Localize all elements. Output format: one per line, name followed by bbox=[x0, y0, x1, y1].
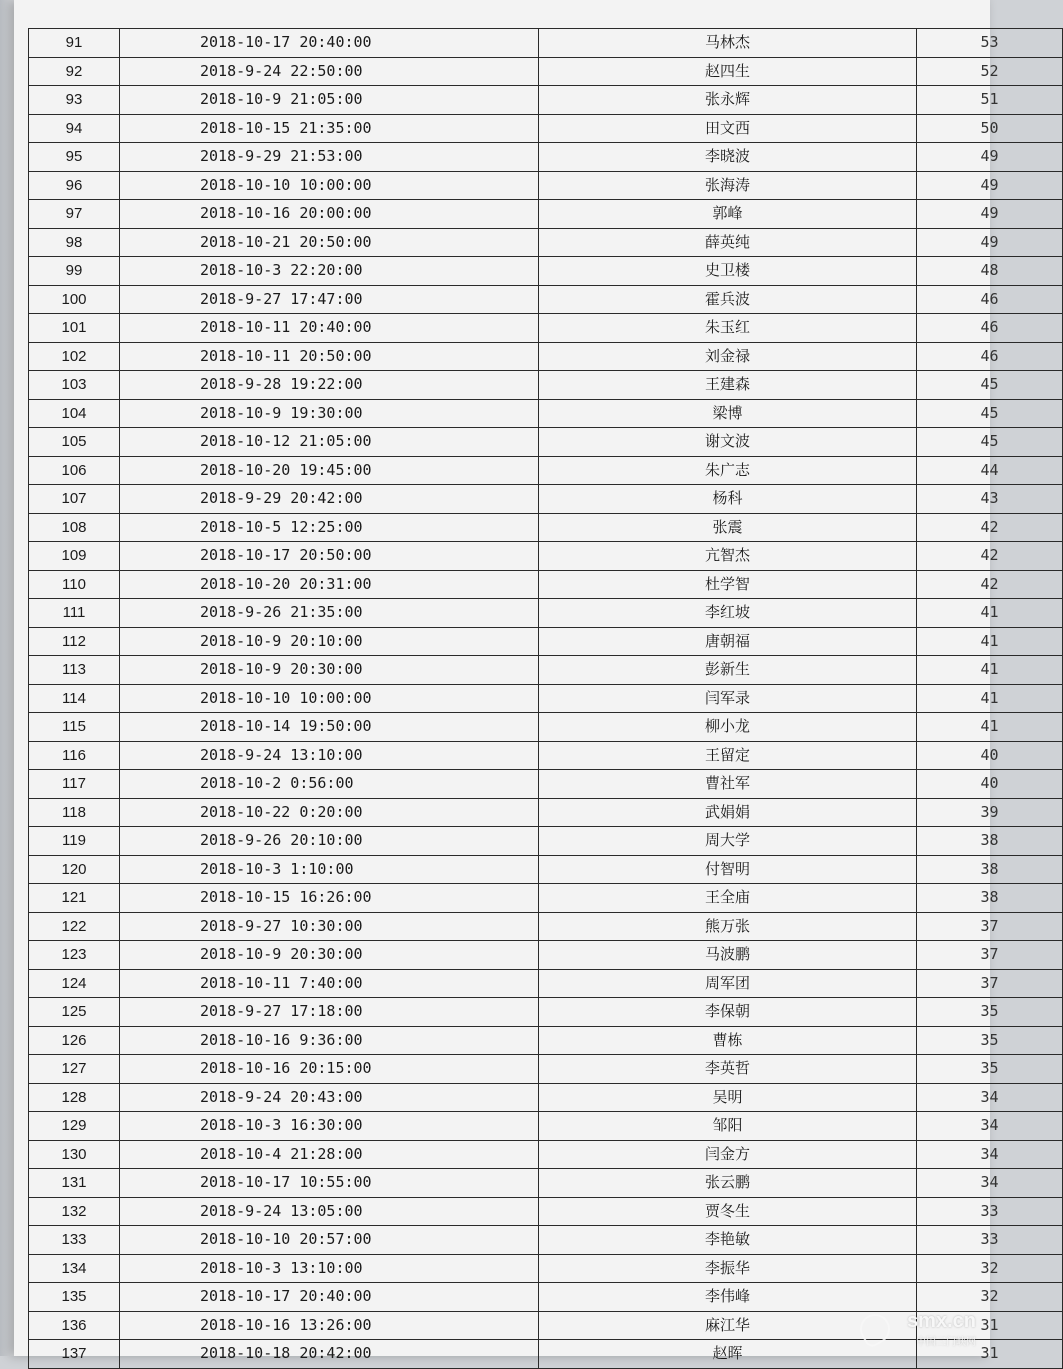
row-number: 105 bbox=[29, 428, 120, 457]
row-number: 120 bbox=[29, 855, 120, 884]
row-name: 亢智杰 bbox=[539, 542, 917, 571]
row-name: 武娟娟 bbox=[539, 798, 917, 827]
row-score: 40 bbox=[917, 741, 1063, 770]
row-score: 46 bbox=[917, 314, 1063, 343]
row-score: 31 bbox=[917, 1311, 1063, 1340]
row-score: 49 bbox=[917, 171, 1063, 200]
row-name: 李晓波 bbox=[539, 143, 917, 172]
row-datetime: 2018-10-16 20:15:00 bbox=[120, 1055, 539, 1084]
row-datetime: 2018-10-3 1:10:00 bbox=[120, 855, 539, 884]
row-datetime: 2018-10-20 20:31:00 bbox=[120, 570, 539, 599]
row-datetime: 2018-9-26 21:35:00 bbox=[120, 599, 539, 628]
row-datetime: 2018-10-14 19:50:00 bbox=[120, 713, 539, 742]
row-number: 104 bbox=[29, 399, 120, 428]
row-datetime: 2018-9-24 22:50:00 bbox=[120, 57, 539, 86]
row-score: 38 bbox=[917, 855, 1063, 884]
row-number: 128 bbox=[29, 1083, 120, 1112]
row-datetime: 2018-10-11 20:40:00 bbox=[120, 314, 539, 343]
row-score: 37 bbox=[917, 941, 1063, 970]
table-row bbox=[29, 570, 1063, 599]
row-score: 48 bbox=[917, 257, 1063, 286]
table-row bbox=[29, 941, 1063, 970]
row-name: 刘金禄 bbox=[539, 342, 917, 371]
row-datetime: 2018-10-9 20:30:00 bbox=[120, 941, 539, 970]
row-datetime: 2018-10-17 20:40:00 bbox=[120, 29, 539, 58]
row-score: 37 bbox=[917, 969, 1063, 998]
row-name: 付智明 bbox=[539, 855, 917, 884]
row-number: 127 bbox=[29, 1055, 120, 1084]
row-number: 114 bbox=[29, 684, 120, 713]
table-row bbox=[29, 1254, 1063, 1283]
row-datetime: 2018-9-24 20:43:00 bbox=[120, 1083, 539, 1112]
table-row bbox=[29, 57, 1063, 86]
row-number: 116 bbox=[29, 741, 120, 770]
row-datetime: 2018-10-3 22:20:00 bbox=[120, 257, 539, 286]
row-number: 135 bbox=[29, 1283, 120, 1312]
row-name: 李英哲 bbox=[539, 1055, 917, 1084]
row-score: 50 bbox=[917, 114, 1063, 143]
row-score: 41 bbox=[917, 656, 1063, 685]
table-row bbox=[29, 171, 1063, 200]
row-score: 40 bbox=[917, 770, 1063, 799]
table-row bbox=[29, 1169, 1063, 1198]
row-score: 31 bbox=[917, 1340, 1063, 1369]
table-row bbox=[29, 1055, 1063, 1084]
row-name: 田文西 bbox=[539, 114, 917, 143]
table-row bbox=[29, 342, 1063, 371]
row-score: 38 bbox=[917, 827, 1063, 856]
row-name: 吴明 bbox=[539, 1083, 917, 1112]
row-name: 朱广志 bbox=[539, 456, 917, 485]
row-name: 贾冬生 bbox=[539, 1197, 917, 1226]
row-score: 43 bbox=[917, 485, 1063, 514]
row-number: 101 bbox=[29, 314, 120, 343]
row-datetime: 2018-10-12 21:05:00 bbox=[120, 428, 539, 457]
row-name: 张永辉 bbox=[539, 86, 917, 115]
row-name: 曹社军 bbox=[539, 770, 917, 799]
watermark-site: smx.cn bbox=[907, 1310, 976, 1332]
row-name: 赵四生 bbox=[539, 57, 917, 86]
row-name: 谢文波 bbox=[539, 428, 917, 457]
row-datetime: 2018-10-9 19:30:00 bbox=[120, 399, 539, 428]
table-row bbox=[29, 228, 1063, 257]
row-datetime: 2018-10-22 0:20:00 bbox=[120, 798, 539, 827]
row-name: 麻江华 bbox=[539, 1311, 917, 1340]
row-score: 34 bbox=[917, 1140, 1063, 1169]
row-score: 52 bbox=[917, 57, 1063, 86]
row-number: 122 bbox=[29, 912, 120, 941]
row-datetime: 2018-10-11 20:50:00 bbox=[120, 342, 539, 371]
row-datetime: 2018-9-27 10:30:00 bbox=[120, 912, 539, 941]
row-datetime: 2018-10-4 21:28:00 bbox=[120, 1140, 539, 1169]
row-name: 赵晖 bbox=[539, 1340, 917, 1369]
table-row bbox=[29, 114, 1063, 143]
table-row bbox=[29, 855, 1063, 884]
row-name: 马林杰 bbox=[539, 29, 917, 58]
table-row bbox=[29, 285, 1063, 314]
row-score: 35 bbox=[917, 1055, 1063, 1084]
row-datetime: 2018-10-17 20:50:00 bbox=[120, 542, 539, 571]
row-number: 107 bbox=[29, 485, 120, 514]
table-row bbox=[29, 656, 1063, 685]
row-score: 49 bbox=[917, 228, 1063, 257]
row-datetime: 2018-10-20 19:45:00 bbox=[120, 456, 539, 485]
table-row bbox=[29, 314, 1063, 343]
table-row bbox=[29, 684, 1063, 713]
table-row bbox=[29, 399, 1063, 428]
row-score: 42 bbox=[917, 542, 1063, 571]
row-number: 132 bbox=[29, 1197, 120, 1226]
table-row bbox=[29, 713, 1063, 742]
row-name: 张震 bbox=[539, 513, 917, 542]
table-row bbox=[29, 1283, 1063, 1312]
row-datetime: 2018-10-5 12:25:00 bbox=[120, 513, 539, 542]
row-name: 梁博 bbox=[539, 399, 917, 428]
row-datetime: 2018-9-24 13:05:00 bbox=[120, 1197, 539, 1226]
row-name: 史卫楼 bbox=[539, 257, 917, 286]
row-datetime: 2018-10-21 20:50:00 bbox=[120, 228, 539, 257]
row-score: 35 bbox=[917, 998, 1063, 1027]
row-number: 96 bbox=[29, 171, 120, 200]
table-row bbox=[29, 29, 1063, 58]
row-number: 92 bbox=[29, 57, 120, 86]
row-datetime: 2018-10-16 20:00:00 bbox=[120, 200, 539, 229]
row-name: 张云鹏 bbox=[539, 1169, 917, 1198]
row-number: 111 bbox=[29, 599, 120, 628]
row-name: 李红坡 bbox=[539, 599, 917, 628]
row-number: 125 bbox=[29, 998, 120, 1027]
row-score: 51 bbox=[917, 86, 1063, 115]
row-datetime: 2018-9-27 17:47:00 bbox=[120, 285, 539, 314]
row-datetime: 2018-10-3 16:30:00 bbox=[120, 1112, 539, 1141]
row-name: 李伟峰 bbox=[539, 1283, 917, 1312]
row-number: 110 bbox=[29, 570, 120, 599]
table-row bbox=[29, 969, 1063, 998]
row-number: 100 bbox=[29, 285, 120, 314]
row-datetime: 2018-10-9 20:30:00 bbox=[120, 656, 539, 685]
row-score: 42 bbox=[917, 513, 1063, 542]
row-name: 李保朝 bbox=[539, 998, 917, 1027]
row-datetime: 2018-10-10 10:00:00 bbox=[120, 684, 539, 713]
row-number: 118 bbox=[29, 798, 120, 827]
row-name: 郭峰 bbox=[539, 200, 917, 229]
row-name: 彭新生 bbox=[539, 656, 917, 685]
table-row bbox=[29, 143, 1063, 172]
row-score: 35 bbox=[917, 1026, 1063, 1055]
row-datetime: 2018-10-17 10:55:00 bbox=[120, 1169, 539, 1198]
row-score: 41 bbox=[917, 599, 1063, 628]
table-row bbox=[29, 1026, 1063, 1055]
row-name: 张海涛 bbox=[539, 171, 917, 200]
table-row bbox=[29, 1197, 1063, 1226]
row-name: 熊万张 bbox=[539, 912, 917, 941]
row-score: 44 bbox=[917, 456, 1063, 485]
table-row bbox=[29, 1226, 1063, 1255]
row-number: 136 bbox=[29, 1311, 120, 1340]
table-row bbox=[29, 200, 1063, 229]
row-number: 133 bbox=[29, 1226, 120, 1255]
row-number: 102 bbox=[29, 342, 120, 371]
row-score: 32 bbox=[917, 1283, 1063, 1312]
row-score: 32 bbox=[917, 1254, 1063, 1283]
row-number: 131 bbox=[29, 1169, 120, 1198]
row-name: 闫金方 bbox=[539, 1140, 917, 1169]
row-datetime: 2018-9-28 19:22:00 bbox=[120, 371, 539, 400]
table-row bbox=[29, 998, 1063, 1027]
row-name: 李振华 bbox=[539, 1254, 917, 1283]
row-name: 曹栋 bbox=[539, 1026, 917, 1055]
row-score: 37 bbox=[917, 912, 1063, 941]
table-row bbox=[29, 827, 1063, 856]
row-number: 124 bbox=[29, 969, 120, 998]
row-name: 周军团 bbox=[539, 969, 917, 998]
row-name: 李艳敏 bbox=[539, 1226, 917, 1255]
row-datetime: 2018-9-29 21:53:00 bbox=[120, 143, 539, 172]
row-datetime: 2018-10-15 16:26:00 bbox=[120, 884, 539, 913]
row-score: 45 bbox=[917, 428, 1063, 457]
row-number: 109 bbox=[29, 542, 120, 571]
row-score: 34 bbox=[917, 1083, 1063, 1112]
row-score: 41 bbox=[917, 684, 1063, 713]
table-row bbox=[29, 428, 1063, 457]
row-name: 杜学智 bbox=[539, 570, 917, 599]
row-score: 33 bbox=[917, 1197, 1063, 1226]
background-edge bbox=[0, 0, 14, 1356]
table-row bbox=[29, 770, 1063, 799]
table-row bbox=[29, 257, 1063, 286]
row-datetime: 2018-10-16 13:26:00 bbox=[120, 1311, 539, 1340]
row-name: 唐朝福 bbox=[539, 627, 917, 656]
row-number: 119 bbox=[29, 827, 120, 856]
row-datetime: 2018-9-29 20:42:00 bbox=[120, 485, 539, 514]
table-row bbox=[29, 1112, 1063, 1141]
row-score: 38 bbox=[917, 884, 1063, 913]
row-number: 91 bbox=[29, 29, 120, 58]
table-row bbox=[29, 599, 1063, 628]
row-score: 42 bbox=[917, 570, 1063, 599]
row-name: 王全庙 bbox=[539, 884, 917, 913]
table-row bbox=[29, 627, 1063, 656]
row-datetime: 2018-10-2 0:56:00 bbox=[120, 770, 539, 799]
row-score: 49 bbox=[917, 143, 1063, 172]
row-score: 41 bbox=[917, 713, 1063, 742]
row-name: 邹阳 bbox=[539, 1112, 917, 1141]
row-number: 126 bbox=[29, 1026, 120, 1055]
row-number: 112 bbox=[29, 627, 120, 656]
table-row bbox=[29, 86, 1063, 115]
row-number: 117 bbox=[29, 770, 120, 799]
row-number: 123 bbox=[29, 941, 120, 970]
table-body bbox=[29, 29, 1063, 1369]
row-datetime: 2018-10-10 10:00:00 bbox=[120, 171, 539, 200]
row-name: 杨科 bbox=[539, 485, 917, 514]
watermark bbox=[907, 1310, 976, 1348]
table-row bbox=[29, 1140, 1063, 1169]
row-score: 49 bbox=[917, 200, 1063, 229]
row-score: 45 bbox=[917, 399, 1063, 428]
row-number: 106 bbox=[29, 456, 120, 485]
row-number: 94 bbox=[29, 114, 120, 143]
row-datetime: 2018-10-10 20:57:00 bbox=[120, 1226, 539, 1255]
row-datetime: 2018-10-3 13:10:00 bbox=[120, 1254, 539, 1283]
table-row bbox=[29, 485, 1063, 514]
table-row bbox=[29, 912, 1063, 941]
row-score: 34 bbox=[917, 1169, 1063, 1198]
row-name: 周大学 bbox=[539, 827, 917, 856]
row-number: 134 bbox=[29, 1254, 120, 1283]
row-number: 103 bbox=[29, 371, 120, 400]
row-number: 121 bbox=[29, 884, 120, 913]
row-datetime: 2018-9-26 20:10:00 bbox=[120, 827, 539, 856]
row-number: 93 bbox=[29, 86, 120, 115]
row-score: 34 bbox=[917, 1112, 1063, 1141]
table-row bbox=[29, 542, 1063, 571]
row-datetime: 2018-10-17 20:40:00 bbox=[120, 1283, 539, 1312]
row-datetime: 2018-9-24 13:10:00 bbox=[120, 741, 539, 770]
table-row bbox=[29, 884, 1063, 913]
row-name: 王留定 bbox=[539, 741, 917, 770]
row-datetime: 2018-10-11 7:40:00 bbox=[120, 969, 539, 998]
row-number: 130 bbox=[29, 1140, 120, 1169]
row-datetime: 2018-10-18 20:42:00 bbox=[120, 1340, 539, 1369]
table-row bbox=[29, 456, 1063, 485]
row-name: 霍兵波 bbox=[539, 285, 917, 314]
row-score: 45 bbox=[917, 371, 1063, 400]
row-datetime: 2018-10-15 21:35:00 bbox=[120, 114, 539, 143]
row-datetime: 2018-10-16 9:36:00 bbox=[120, 1026, 539, 1055]
row-number: 137 bbox=[29, 1340, 120, 1369]
table-row bbox=[29, 371, 1063, 400]
row-score: 41 bbox=[917, 627, 1063, 656]
row-score: 33 bbox=[917, 1226, 1063, 1255]
row-number: 95 bbox=[29, 143, 120, 172]
row-name: 薛英纯 bbox=[539, 228, 917, 257]
row-number: 113 bbox=[29, 656, 120, 685]
row-name: 闫军录 bbox=[539, 684, 917, 713]
row-datetime: 2018-9-27 17:18:00 bbox=[120, 998, 539, 1027]
watermark-subtitle: 中国三门峡网 bbox=[916, 1337, 976, 1348]
row-score: 46 bbox=[917, 342, 1063, 371]
document-page bbox=[14, 0, 999, 1363]
row-number: 98 bbox=[29, 228, 120, 257]
row-number: 108 bbox=[29, 513, 120, 542]
row-datetime: 2018-10-9 21:05:00 bbox=[120, 86, 539, 115]
row-score: 53 bbox=[917, 29, 1063, 58]
row-name: 柳小龙 bbox=[539, 713, 917, 742]
row-name: 朱玉红 bbox=[539, 314, 917, 343]
table-row bbox=[29, 741, 1063, 770]
row-name: 马波鹏 bbox=[539, 941, 917, 970]
row-score: 39 bbox=[917, 798, 1063, 827]
row-score: 46 bbox=[917, 285, 1063, 314]
table-row bbox=[29, 513, 1063, 542]
row-number: 129 bbox=[29, 1112, 120, 1141]
table-row bbox=[29, 1083, 1063, 1112]
row-number: 99 bbox=[29, 257, 120, 286]
row-number: 97 bbox=[29, 200, 120, 229]
table-row bbox=[29, 798, 1063, 827]
row-name: 王建森 bbox=[539, 371, 917, 400]
row-number: 115 bbox=[29, 713, 120, 742]
score-table bbox=[28, 28, 1063, 1369]
row-datetime: 2018-10-9 20:10:00 bbox=[120, 627, 539, 656]
